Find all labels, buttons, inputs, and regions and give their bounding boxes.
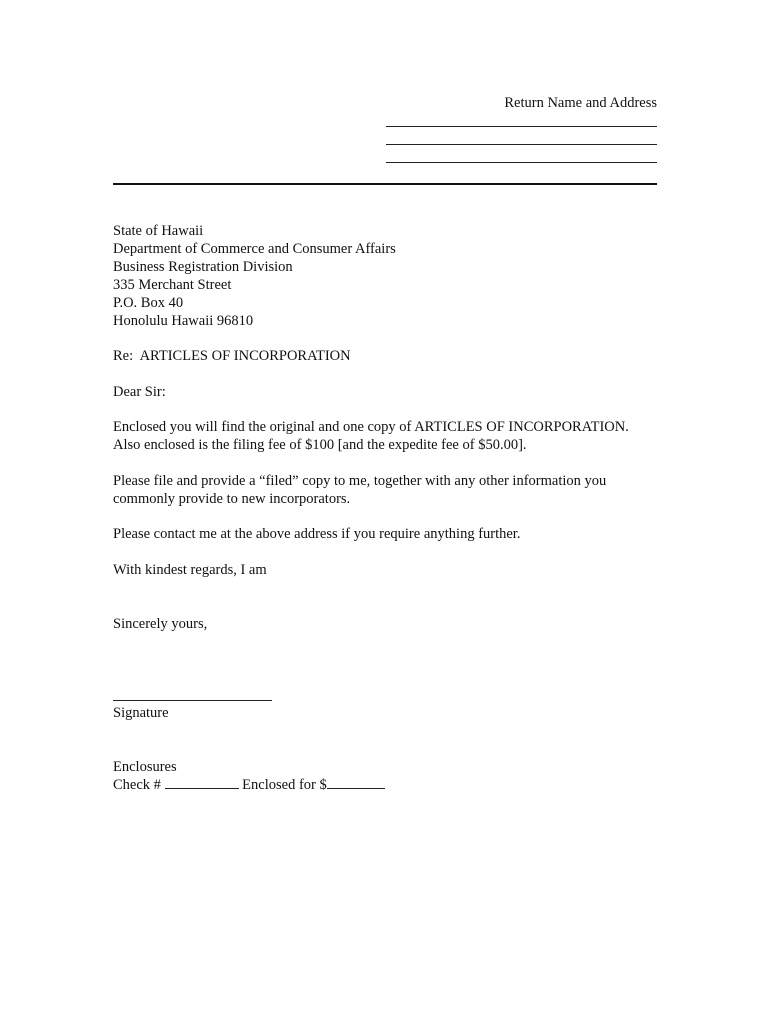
body-paragraph-2-line-2: commonly provide to new incorporators.: [113, 491, 351, 507]
header-divider: [113, 183, 657, 185]
recipient-line-3: Business Registration Division: [113, 259, 293, 275]
return-address-line-1[interactable]: [386, 126, 657, 127]
return-address-line-2[interactable]: [386, 144, 657, 145]
body-paragraph-3: Please contact me at the above address if you require anything further.: [113, 526, 521, 542]
recipient-line-2: Department of Commerce and Consumer Affairs: [113, 241, 396, 257]
recipient-line-1: State of Hawaii: [113, 223, 204, 239]
enclosures-title: Enclosures: [113, 759, 177, 775]
recipient-line-6: Honolulu Hawaii 96810: [113, 313, 254, 329]
enclosures-check-line: [113, 775, 385, 794]
body-paragraph-4: With kindest regards, I am: [113, 562, 267, 578]
signature-line[interactable]: [113, 700, 272, 701]
recipient-line-5: P.O. Box 40: [113, 295, 184, 311]
enclosed-amount-field[interactable]: [327, 775, 385, 789]
body-paragraph-1-line-2: Also enclosed is the filing fee of $100 [and the expedite fee of $50.00].: [113, 437, 527, 453]
body-paragraph-2-line-1: Please file and provide a “filed” copy to me, together with any other information you: [113, 473, 607, 489]
return-address-line-3[interactable]: [386, 162, 657, 163]
recipient-line-4: 335 Merchant Street: [113, 277, 232, 293]
enclosed-for-label: Enclosed for $: [242, 777, 327, 793]
salutation: Dear Sir:: [113, 384, 166, 400]
check-number-field[interactable]: [165, 775, 239, 789]
return-address-label: Return Name and Address: [504, 95, 657, 111]
body-paragraph-1-line-1: Enclosed you will find the original and one copy of ARTICLES OF INCORPORATION.: [113, 419, 629, 435]
subject-line: Re: ARTICLES OF INCORPORATION: [113, 348, 351, 364]
check-number-label: Check #: [113, 777, 161, 793]
signature-label: Signature: [113, 705, 169, 721]
closing: Sincerely yours,: [113, 616, 208, 632]
